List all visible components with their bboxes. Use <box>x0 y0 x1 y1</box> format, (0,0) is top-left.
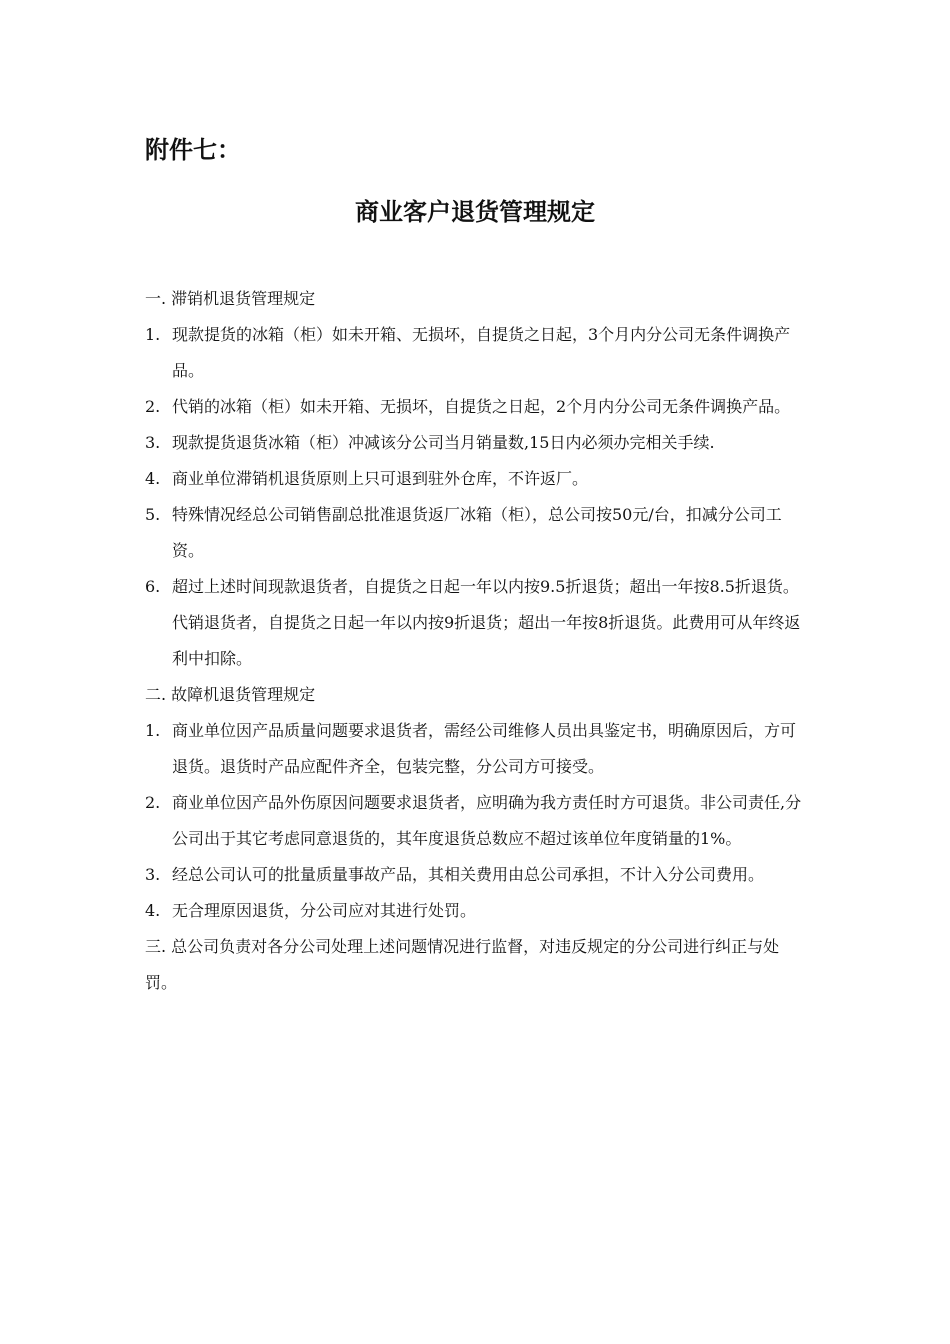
list-item <box>145 569 810 677</box>
list-item-number: 1. <box>145 325 161 344</box>
list-item-text: 经总公司认可的批量质量事故产品，其相关费用由总公司承担，不计入分公司费用。 <box>172 865 765 884</box>
list-item <box>145 497 810 569</box>
list-item-text: 现款提货的冰箱（柜）如未开箱、无损坏，自提货之日起，3个月内分公司无条件调换产品。 <box>172 325 791 380</box>
list-item-number: 2. <box>145 397 161 416</box>
list-item-number: 4. <box>145 901 161 920</box>
list-item-number: 2. <box>145 793 161 812</box>
list-item <box>145 785 810 857</box>
list-item-text: 超过上述时间现款退货者，自提货之日起一年以内按9.5折退货；超出一年按8.5折退货。代销退货者，自提货之日起一年以内按9折退货；超出一年按8折退货。此费用可从年终返利中扣除。 <box>172 577 801 668</box>
list-item <box>145 389 810 425</box>
list-item-text: 代销的冰箱（柜）如未开箱、无损坏，自提货之日起，2个月内分公司无条件调换产品。 <box>172 397 791 416</box>
list-item <box>145 857 810 893</box>
list-item-text: 特殊情况经总公司销售副总批准退货返厂冰箱（柜），总公司按50元/台，扣减分公司工资。 <box>172 505 782 560</box>
list-item <box>145 461 810 497</box>
list-item-text: 无合理原因退货，分公司应对其进行处罚。 <box>172 901 477 920</box>
closing-paragraph: 三. 总公司负责对各分公司处理上述问题情况进行监督，对违反规定的分公司进行纠正与处罚。 <box>145 937 780 992</box>
section-heading-slow-moving: 一. 滞销机退货管理规定 <box>145 289 316 308</box>
list-item-number: 4. <box>145 469 161 488</box>
list-item <box>145 713 810 785</box>
attachment-label: 附件七： <box>145 136 241 164</box>
list-item-text: 商业单位因产品质量问题要求退货者，需经公司维修人员出具鉴定书，明确原因后，方可退货。退货时产品应配件齐全，包装完整，分公司方可接受。 <box>172 721 797 776</box>
list-item-text: 商业单位滞销机退货原则上只可退到驻外仓库，不许返厂。 <box>172 469 589 488</box>
list-item-number: 3. <box>145 433 161 452</box>
list-item-text: 商业单位因产品外伤原因问题要求退货者，应明确为我方责任时方可退货。非公司责任,分公司出于其它考虑同意退货的，其年度退货总数应不超过该单位年度销量的1%。 <box>172 793 802 848</box>
list-item <box>145 425 810 461</box>
list-item-text: 现款提货退货冰箱（柜）冲减该分公司当月销量数,15日内必须办完相关手续. <box>172 433 715 452</box>
list-item-number: 1. <box>145 721 161 740</box>
section-heading-faulty-units: 二. 故障机退货管理规定 <box>145 685 316 704</box>
list-item-number: 3. <box>145 865 161 884</box>
document-body <box>145 281 810 1001</box>
list-item-number: 6. <box>145 577 161 596</box>
document-title: 商业客户退货管理规定 <box>355 198 595 226</box>
list-item <box>145 317 810 389</box>
list-item-number: 5. <box>145 505 161 524</box>
list-item <box>145 893 810 929</box>
